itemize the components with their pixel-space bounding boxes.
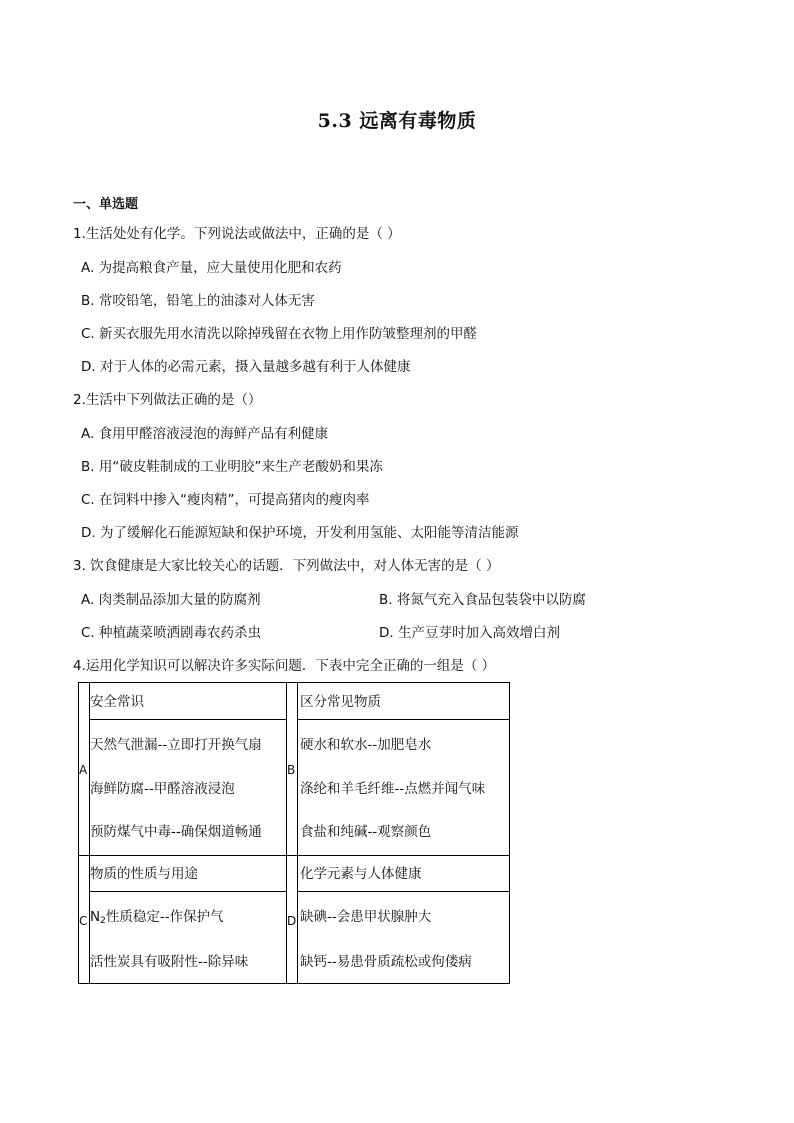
group-b-item: 硬水和软水--加肥皂水 [300, 737, 432, 753]
question-3-option-b: B. 将氮气充入食品包装袋中以防腐 [379, 592, 586, 608]
question-2-option-a: A. 食用甲醛溶液浸泡的海鲜产品有利健康 [81, 426, 329, 442]
group-a-item: 预防煤气中毒--确保烟道畅通 [90, 824, 262, 840]
section-heading: 一、单选题 [73, 197, 139, 212]
question-2-option-b: B. 用“破皮鞋制成的工业明胶”来生产老酸奶和果冻 [81, 459, 383, 475]
question-1-option-a: A. 为提高粮食产量，应大量使用化肥和农药 [81, 260, 342, 276]
group-a-letter: A [79, 763, 88, 777]
group-d-item: 缺钙--易患骨质疏松或佝偻病 [300, 954, 472, 970]
page-title: 5.3 远离有毒物质 [317, 110, 477, 132]
question-1-option-c: C. 新买衣服先用水清洗以除掉残留在衣物上用作防皱整理剂的甲醛 [81, 326, 478, 342]
question-2-option-d: D. 为了缓解化石能源短缺和保护环境，开发利用氢能、太阳能等清洁能源 [81, 525, 519, 541]
question-3-option-d: D. 生产豆芽时加入高效增白剂 [379, 625, 560, 641]
answer-table [78, 682, 510, 984]
question-3-option-a: A. 肉类制品添加大量的防腐剂 [81, 592, 261, 608]
group-c-item: 活性炭具有吸附性--除异味 [90, 954, 249, 970]
group-b-letter: B [287, 763, 296, 777]
question-1-stem: 1.生活处处有化学。下列说法或做法中，正确的是（ ） [73, 226, 401, 242]
group-c-item [90, 908, 224, 930]
group-a-item: 天然气泄漏--立即打开换气扇 [90, 737, 262, 753]
question-1-option-b: B. 常咬铅笔，铅笔上的油漆对人体无害 [81, 293, 315, 309]
group-d-letter: D [287, 914, 297, 928]
table-divider [89, 719, 286, 720]
table-divider [79, 855, 509, 856]
group-b-header: 区分常见物质 [300, 694, 381, 710]
table-divider [297, 683, 298, 983]
group-d-item: 缺碘--会患甲状腺肿大 [300, 909, 432, 925]
group-a-header: 安全常识 [90, 694, 144, 710]
question-3-stem: 3. 饮食健康是大家比较关心的话题．下列做法中，对人体无害的是（ ） [73, 558, 500, 574]
table-divider [89, 891, 286, 892]
group-a-item: 海鲜防腐--甲醛溶液浸泡 [90, 781, 235, 797]
question-2-option-c: C. 在饲料中掺入“瘦肉精”，可提高猪肉的瘦肉率 [81, 492, 370, 508]
question-4-stem: 4.运用化学知识可以解决许多实际问题．下表中完全正确的一组是（ ） [73, 658, 496, 674]
group-c-letter: C [79, 914, 88, 928]
nitrogen-subscript: 2 [100, 916, 106, 926]
question-1-option-d: D. 对于人体的必需元素，摄入量越多越有利于人体健康 [81, 359, 411, 375]
question-2-stem: 2.生活中下列做法正确的是（） [73, 392, 262, 408]
group-b-item: 涤纶和羊毛纤维--点燃并闻气味 [300, 781, 486, 797]
group-b-item: 食盐和纯碱--观察颜色 [300, 824, 432, 840]
question-3-option-c: C. 种植蔬菜喷洒剧毒农药杀虫 [81, 625, 262, 641]
group-d-header: 化学元素与人体健康 [300, 866, 422, 882]
nitrogen-symbol: N [90, 909, 101, 925]
table-divider [297, 719, 509, 720]
table-divider [297, 891, 509, 892]
group-c-item-text: 性质稳定--作保护气 [105, 909, 224, 925]
table-divider [286, 683, 287, 983]
group-c-header: 物质的性质与用途 [90, 866, 198, 882]
